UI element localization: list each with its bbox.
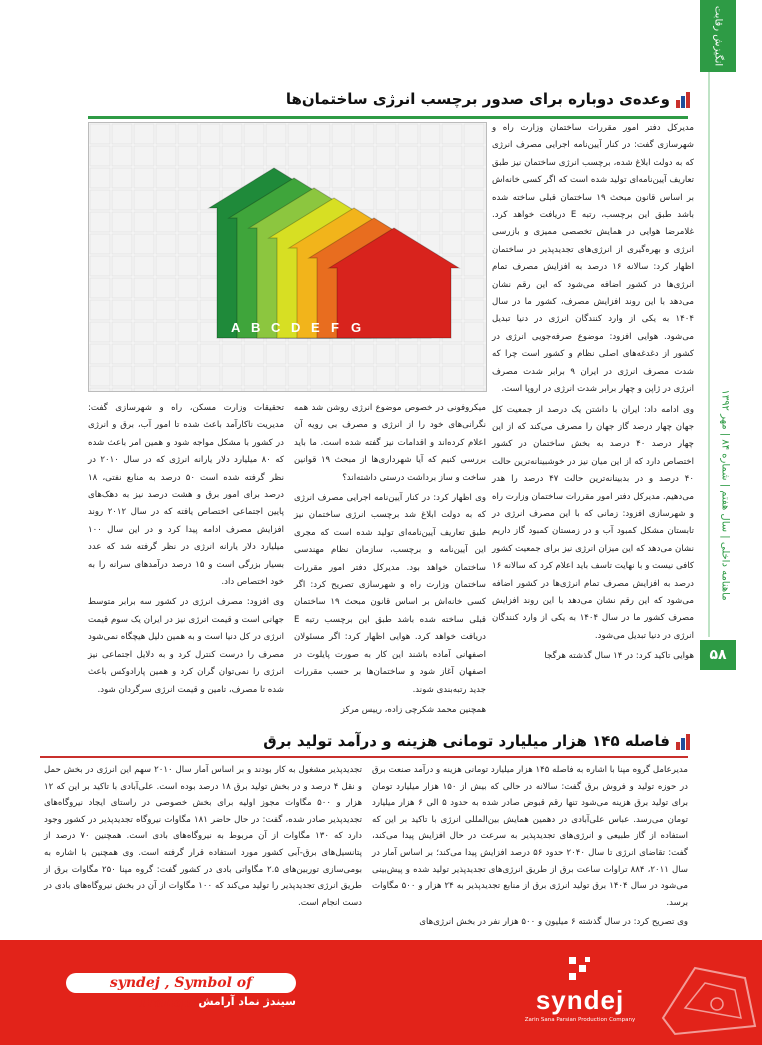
grid-tile xyxy=(354,168,374,188)
grid-tile xyxy=(442,388,462,391)
grid-tile xyxy=(112,344,132,364)
grid-tile xyxy=(134,256,154,276)
grid-tile xyxy=(288,388,308,391)
grid-tile xyxy=(112,124,132,144)
grid-tile xyxy=(200,146,220,166)
grid-tile xyxy=(354,344,374,364)
grid-tile xyxy=(134,212,154,232)
grid-tile xyxy=(310,388,330,391)
grid-tile xyxy=(354,388,374,391)
energy-letter-f: F xyxy=(331,320,339,335)
grid-tile xyxy=(376,168,396,188)
grid-tile xyxy=(90,344,110,364)
paragraph: تحقیقات وزارت مسکن، راه و شهرسازی گفت: مدیریت ناکارآمد باعث شده تا امور آب، برق و انرژی در کشور با مشکل مواجه شود و همین امر باعث شده که ۸۰ میلیارد دلار یارانه انرژی که در سال ۲۰۱۰ در نظر گرفته شده است ۵۰ درصد به منابع نفتی، ۱۸ درصد برای امور برق و هشت درصد نیز به دهک‌های پایین اجتماعی اختصاص یافته که در سال ۲۰۱۲ روند افزایش مصرف ادامه پیدا کرد و در این سال ۱۰۰ میلیارد دلار یارانه انرژی در نظر گرفته شد که عدد بسیار بزرگی است و ۱۵ درصد درآمدهای سرانه را به خود اختصاص داد. xyxy=(88,403,285,588)
grid-tile xyxy=(178,388,198,391)
grid-tile xyxy=(156,212,176,232)
grid-tile xyxy=(222,124,242,144)
grid-tile xyxy=(112,300,132,320)
grid-tile xyxy=(376,366,396,386)
article1-column-middle xyxy=(294,400,486,722)
grid-tile xyxy=(112,234,132,254)
grid-tile xyxy=(112,146,132,166)
grid-tile xyxy=(90,388,110,391)
grid-tile xyxy=(420,146,440,166)
grid-tile xyxy=(156,344,176,364)
grid-tile xyxy=(90,366,110,386)
grid-tile xyxy=(112,322,132,342)
grid-tile xyxy=(156,278,176,298)
energy-letter-b: B xyxy=(251,320,261,335)
grid-tile xyxy=(134,388,154,391)
grid-tile xyxy=(156,168,176,188)
article1-heading xyxy=(285,90,690,108)
grid-tile xyxy=(134,146,154,166)
grid-tile xyxy=(90,124,110,144)
grid-tile xyxy=(464,146,484,166)
slogan-persian: سیندژ نماد آرامش xyxy=(198,995,296,1008)
grid-tile xyxy=(464,234,484,254)
energy-letter-a: A xyxy=(231,320,241,335)
grid-tile xyxy=(398,190,418,210)
grid-tile xyxy=(178,146,198,166)
grid-tile xyxy=(90,168,110,188)
grid-tile xyxy=(134,168,154,188)
brand-subtitle: Zarin Sana Parsian Production Company xyxy=(524,1017,636,1023)
bar-chart-icon xyxy=(676,92,690,108)
grid-tile xyxy=(464,278,484,298)
grid-tile xyxy=(376,124,396,144)
grid-tile xyxy=(398,168,418,188)
grid-tile xyxy=(156,388,176,391)
grid-tile xyxy=(134,124,154,144)
grid-tile xyxy=(200,168,220,188)
paragraph: میکروفونی در خصوص موضوع انرژی روشن شد همه نگرانی‌های خود را از انرژی و مصرف بی رویه آن اعلام کرده‌اند و اقدامات نیز گفته شده است. ما باید بررسی کنیم که آیا شهرداری‌ها از مبحث ۱۹ قوانین ساخت و ساز برداشت درستی داشته‌اند؟ xyxy=(294,403,486,483)
grid-tile xyxy=(354,366,374,386)
grid-tile xyxy=(420,388,440,391)
grid-tile xyxy=(222,344,242,364)
article1-column-right xyxy=(492,120,694,669)
grid-tile xyxy=(178,234,198,254)
grid-tile xyxy=(178,124,198,144)
grid-tile xyxy=(464,168,484,188)
grid-tile xyxy=(244,344,264,364)
grid-tile xyxy=(90,256,110,276)
grid-tile xyxy=(156,300,176,320)
grid-tile xyxy=(244,146,264,166)
grid-tile xyxy=(420,344,440,364)
grid-tile xyxy=(134,344,154,364)
grid-tile xyxy=(266,124,286,144)
grid-tile xyxy=(288,124,308,144)
grid-tile xyxy=(244,388,264,391)
grid-tile xyxy=(310,168,330,188)
grid-tile xyxy=(178,278,198,298)
grid-tile xyxy=(90,234,110,254)
energy-letter-e: E xyxy=(311,320,320,335)
grid-tile xyxy=(134,300,154,320)
paragraph: تجدیدپذیر مشغول به کار بودند و بر اساس آمار سال ۲۰۱۰ سهم این انرژی در بخش حمل و نقل ۴ درصد و در بخش تولید برق ۱۸ درصد بوده است. علی‌آبادی با تاکید بر این که ۱۲ هزار و ۵۰۰ مگاوات مجوز اولیه برای بخش خصوصی در راستای ایجاد نیروگاه‌های تجدیدپذیر صادر شده، گفت: در حال حاضر ۱۸۱ مگاوات نیروگاه تجدیدپذیر در کشور وجود دارد که ۱۳۰ مگاوات از آن مربوط به نیروگاه‌های بادی است. همچنین ۷۰ درصد از پتانسیل‌های برق-آبی کشور مورد استفاده قرار گرفته است. وی همچنین با اشاره به بومی‌سازی توربین‌های ۲.۵ مگاواتی بادی در کشور گفت: گروه مپنا ۲۵۰ مگاوات برق از طریق انرژی تجدیدپذیر را تولید می‌کند که ۱۰۰ مگاوات از آن در بخش نیروگاه‌های بادی در دست انجام است. xyxy=(44,765,362,908)
paragraph: مدیرعامل گروه مپنا با اشاره به فاصله ۱۴۵ هزار میلیارد تومانی هزینه و درآمد صنعت برق در حوزه تولید و فروش برق گفت: سالانه در حالی که بیش از ۱۵۰ هزار میلیارد تومان برای تولید برق هزینه می‌شود تنها رقم قبوض صادر شده به حدود ۵ الی ۶ هزار میلیارد تومان می‌رسد. عباس علی‌آبادی در دهمین همایش بین‌المللی انرژی با تاکید بر این که استفاده از گاز طبیعی و انرژی‌های تجدیدپذیر به سرعت در حال افزایش پیدا می‌کند، گفت: تقاضای انرژی تا سال ۲۰۴۰ حدود ۵۶ درصد افزایش پیدا می‌کند؛ بر اساس آمار در سال ۲۰۱۱، ۸۸۴ تراوات ساعت برق از طریق انرژی‌های تجدیدپذیر تولید شده و پیش‌بینی می‌شود در سال ۱۴۰۴ برق تولید انرژی برق از منابع تجدیدپذیر به ۲۴ هزار و ۵۰۰ مگاوات برسد. xyxy=(372,765,689,908)
paragraph: همچنین محمد شکرچی زاده، رییس مرکز xyxy=(340,704,486,715)
grid-tile xyxy=(112,212,132,232)
grid-tile xyxy=(398,146,418,166)
grid-tile xyxy=(178,256,198,276)
grid-tile xyxy=(156,366,176,386)
grid-tile xyxy=(112,256,132,276)
grid-tile xyxy=(200,366,220,386)
article2-column-left xyxy=(44,762,362,914)
energy-letter-g: G xyxy=(351,320,362,335)
energy-letter-d: D xyxy=(291,320,301,335)
grid-tile xyxy=(244,124,264,144)
grid-tile xyxy=(376,146,396,166)
grid-tile xyxy=(222,146,242,166)
grid-tile xyxy=(266,344,286,364)
grid-tile xyxy=(442,190,462,210)
grid-tile xyxy=(442,366,462,386)
energy-houses-illustration xyxy=(89,123,486,391)
grid-tile xyxy=(464,300,484,320)
grid-tile xyxy=(178,366,198,386)
grid-tile xyxy=(266,366,286,386)
grid-tile xyxy=(178,300,198,320)
grid-tile xyxy=(332,366,352,386)
section-label: انگیزش رقابت xyxy=(712,5,724,67)
article2-title: فاصله ۱۴۵ هزار میلیارد تومانی هزینه و درآمد تولید برق xyxy=(263,732,670,750)
grid-tile xyxy=(200,344,220,364)
grid-tile xyxy=(90,212,110,232)
issue-info xyxy=(716,360,734,630)
grid-tile xyxy=(464,388,484,391)
grid-tile xyxy=(90,278,110,298)
article1-title: وعده‌ی دوباره برای صدور برچسب انرژی ساختمان‌ها xyxy=(285,90,670,108)
bar-chart-icon xyxy=(676,734,690,750)
grid-tile xyxy=(332,344,352,364)
grid-tile xyxy=(178,168,198,188)
grid-tile xyxy=(178,344,198,364)
grid-tile xyxy=(112,388,132,391)
grid-tile xyxy=(376,344,396,364)
grid-tile xyxy=(398,212,418,232)
grid-tile xyxy=(156,322,176,342)
slogan-english: syndej , Symbol of Tranquility xyxy=(66,973,296,993)
grid-tile xyxy=(464,212,484,232)
grid-tile xyxy=(112,168,132,188)
grid-tile xyxy=(134,322,154,342)
grid-tile xyxy=(354,146,374,166)
paragraph: مدیرکل دفتر امور مقررات ساختمان وزارت راه و شهرسازی گفت: در کنار آیین‌نامه اجرایی مصرف انرژی که به دولت ابلاغ شده، برچسب انرژی ساختمان نیز طبق تعاریف آیین‌نامه‌ای تولید شده است که اگر کسی خانه‌اش بر اساس قانون مبحث ۱۹ ساختمان قبلی ساخته شده باشد طبق این برچسب، رتبه E دریافت خواهد کرد. غلامرضا هوایی در همایش تخصصی ممیزی و بازرسی انرژی و بهره‌گیری از انرژی‌های تجدیدپذیر در ساختمان اظهار کرد: سالانه ۱۶ درصد به افزایش مصرف تمام انرژی‌ها در کشور اضافه می‌شود که این رقم نشان می‌دهد با این روند افزایش مصرف، کشور ما در سال ۱۴۰۴ به یکی از وارد کنندگان انرژی در دنیا تبدیل می‌شود. هوایی افزود: موضوع صرفه‌جویی انرژی در کشور از دغدغه‌های اصلی نظام و کشور است چرا که شدت مصرف انرژی در ایران ۹ برابر شدت مصرف انرژی در ژاپن و چهار برابر شدت انرژی در اروپا است. xyxy=(492,123,695,395)
article2-title-rule xyxy=(40,756,688,758)
grid-tile xyxy=(376,190,396,210)
grid-tile xyxy=(310,366,330,386)
energy-label-figure xyxy=(88,122,487,392)
grid-tile xyxy=(134,190,154,210)
grid-tile xyxy=(464,124,484,144)
grid-tile xyxy=(376,388,396,391)
grid-tile xyxy=(90,190,110,210)
grid-tile xyxy=(398,124,418,144)
grid-tile xyxy=(310,146,330,166)
grid-tile xyxy=(112,366,132,386)
grid-tile xyxy=(200,388,220,391)
paragraph: وی افزود: مصرف انرژی در کشور سه برابر متوسط جهانی است و قیمت انرژی نیز در ایران یک سوم قیمت انرژی در کل دنیا است و به همین دلیل هیچگاه نمی‌شود مصرف را درست کنترل کرد و به دلایل اجتماعی نیز انرژی را نمی‌توان گران کرد و همین پارادوکس باعث شده تا مصرف، تامین و قیمت انرژی سرگردان شود. xyxy=(88,597,284,695)
grid-tile xyxy=(464,366,484,386)
grid-tile xyxy=(464,344,484,364)
grid-tile xyxy=(398,366,418,386)
grid-tile xyxy=(464,322,484,342)
article2-heading xyxy=(263,732,690,750)
grid-tile xyxy=(332,168,352,188)
grid-tile xyxy=(90,322,110,342)
article1-column-left xyxy=(88,400,284,702)
grid-tile xyxy=(310,344,330,364)
grid-tile xyxy=(332,146,352,166)
grid-tile xyxy=(134,234,154,254)
grid-tile xyxy=(156,124,176,144)
article1-title-rule xyxy=(88,116,688,119)
grid-tile xyxy=(222,388,242,391)
grid-tile xyxy=(222,168,242,188)
paragraph: هوایی تاکید کرد: در ۱۴ سال گذشته هرگجا xyxy=(544,651,694,662)
grid-tile xyxy=(112,278,132,298)
grid-tile xyxy=(420,366,440,386)
grid-tile xyxy=(442,124,462,144)
grid-tile xyxy=(200,124,220,144)
grid-tile xyxy=(288,366,308,386)
grid-tile xyxy=(442,168,462,188)
brand-name: syndej xyxy=(535,985,625,1015)
article2-column-right xyxy=(372,762,688,934)
grid-tile xyxy=(90,146,110,166)
section-tab xyxy=(700,0,736,72)
grid-tile xyxy=(112,190,132,210)
brand-logo xyxy=(515,955,645,1030)
grid-tile xyxy=(156,256,176,276)
grid-tile xyxy=(244,366,264,386)
logo-mark-icon xyxy=(565,955,595,985)
grid-tile xyxy=(464,256,484,276)
grid-tile xyxy=(288,344,308,364)
grid-tile xyxy=(332,388,352,391)
grid-tile xyxy=(156,234,176,254)
paragraph: وی ادامه داد: ایران با داشتن یک درصد از جمعیت کل جهان چهار درصد گاز جهان را مصرف می‌کند که از این چهار درصد ۴۰ درصد به بخش ساختمان در کشور اختصاص دارد که از این میان نیز در خوشبینانه‌ترین حالت ۴۰ درصد و در بدبینانه‌ترین حالت ۴۷ درصد را هدر می‌دهیم. مدیرکل دفتر امور مقررات ساختمان وزارت راه و شهرسازی افزود: زمانی که با این مصرف انرژی در تابستان مشکل کمبود آب و در زمستان کمبود گاز داریم نشان می‌دهد که این میزان انرژی نیز برای جمعیت کشور کافی نیست و با نهایت تاسف باید اعلام کرد که سالانه ۱۶ درصد به افزایش مصرف تمام انرژی‌ها در کشور اضافه می‌شود که این رقم نشان می‌دهد با این روند افزایش مصرف کشور ما در سال ۱۴۰۴ به یکی از وارد کنندگان انرژی در دنیا تبدیل می‌شود. xyxy=(492,404,694,641)
grid-tile xyxy=(310,124,330,144)
grid-tile xyxy=(134,278,154,298)
building-sketch-icon xyxy=(655,948,762,1040)
grid-tile xyxy=(222,366,242,386)
grid-tile xyxy=(420,124,440,144)
grid-tile xyxy=(178,190,198,210)
grid-tile xyxy=(354,190,374,210)
grid-tile xyxy=(156,190,176,210)
paragraph: وی تصریح کرد: در سال گذشته ۶ میلیون و ۵۰۰ هزار نفر در بخش انرژی‌های xyxy=(419,917,688,928)
grid-tile xyxy=(464,190,484,210)
grid-tile xyxy=(178,322,198,342)
grid-tile xyxy=(266,388,286,391)
paragraph: وی اظهار کرد: در کنار آیین‌نامه اجرایی مصرف انرژی که به دولت ابلاغ شد برچسب انرژی ساختمان نیز طبق تعاریف آیین‌نامه‌ای تولید شده است که مجری این آیین‌نامه و برچسب، سازمان نظام مهندسی ساختمان خواهد بود. مدیرکل دفتر امور مقررات ساختمان وزارت راه و شهرسازی تصریح کرد: اگر کسی خانه‌اش بر اساس قانون مبحث ۱۹ ساختمان قبلی ساخته شده باشد طبق این برچسب رتبه E دریافت خواهد کرد. هوایی اظهار کرد: اگر مسئولان اصفهانی آماده باشند این کار به صورت پایلوت در اصفهان آغاز شود و ساختمان‌ها بر حسب مقررات جدید رتبه‌بندی شوند. xyxy=(294,493,486,695)
grid-tile xyxy=(442,212,462,232)
grid-tile xyxy=(442,146,462,166)
grid-tile xyxy=(398,388,418,391)
grid-tile xyxy=(420,212,440,232)
grid-tile xyxy=(420,190,440,210)
rail-divider xyxy=(708,72,710,637)
grid-tile xyxy=(90,300,110,320)
grid-tile xyxy=(266,146,286,166)
grid-tile xyxy=(178,212,198,232)
page-number: ۵۸ xyxy=(700,640,736,670)
grid-tile xyxy=(398,344,418,364)
grid-tile xyxy=(442,344,462,364)
grid-tile xyxy=(442,234,462,254)
grid-tile xyxy=(420,168,440,188)
grid-tile xyxy=(354,124,374,144)
grid-tile xyxy=(288,146,308,166)
grid-tile xyxy=(332,124,352,144)
issue-info-text: ماهنامه داخلی | سال هفتم | شماره ۸۴ | مهر ۱۳۹۲ xyxy=(719,389,731,601)
energy-letter-c: C xyxy=(271,320,281,335)
grid-tile xyxy=(134,366,154,386)
grid-tile xyxy=(156,146,176,166)
slogan xyxy=(66,973,296,1011)
